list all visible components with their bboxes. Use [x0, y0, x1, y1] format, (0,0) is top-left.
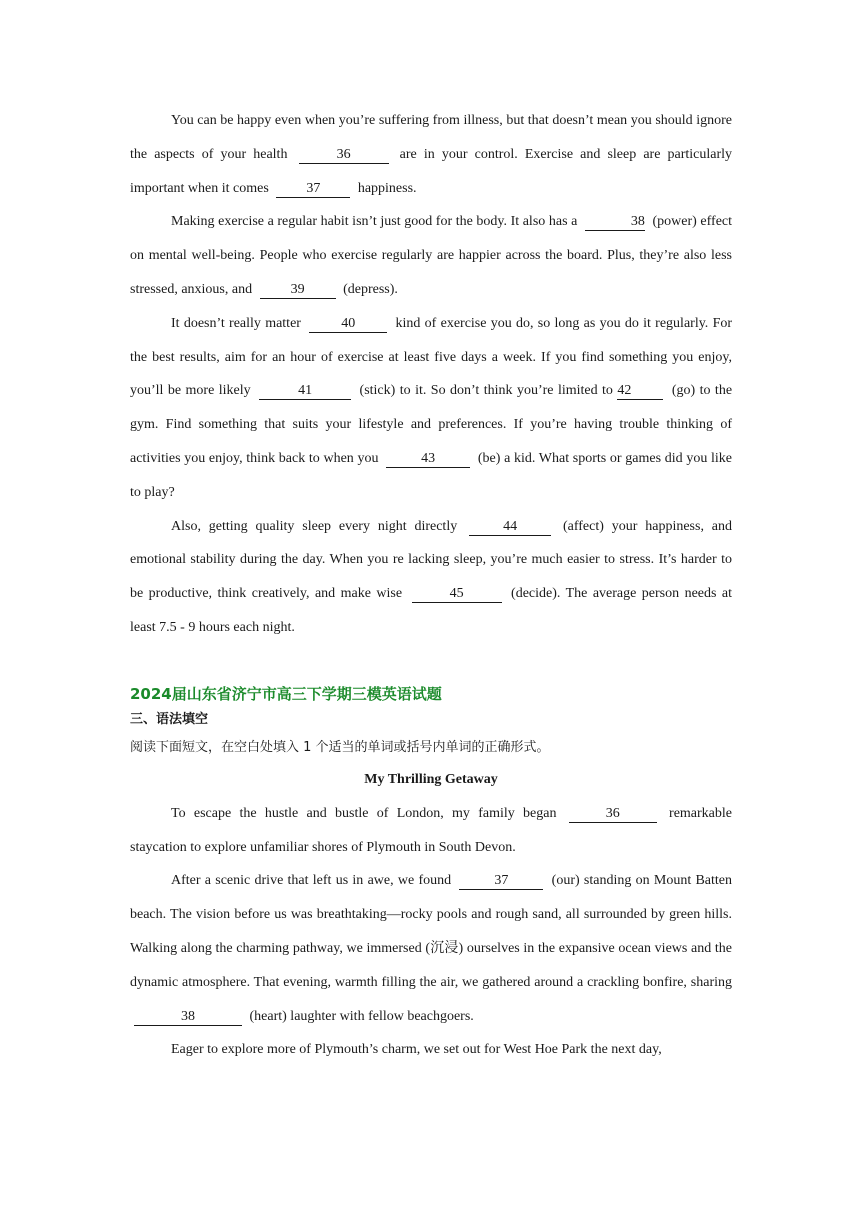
- paragraph-text: It doesn’t really matter: [171, 315, 301, 331]
- paragraph-text: Eager to explore more of Plymouth’s charm, we set out for West Hoe Park the next day,: [171, 1042, 662, 1058]
- paragraph: [130, 510, 732, 645]
- passage-title: My Thrilling Getaway: [364, 771, 498, 787]
- paragraph-text: (depress).: [343, 281, 398, 297]
- paragraph-text: remarkable staycation to explore unfamiliar shores of Plymouth in South Devon.: [130, 805, 732, 855]
- paragraph: [130, 307, 732, 510]
- paragraph-text: You can be happy even when you’re suffering from illness, but that doesn’t mean you should ignore the aspects of your health: [130, 113, 732, 162]
- answer-blank[interactable]: 44: [469, 519, 551, 536]
- task-instruction: 阅读下面短文，在空白处填入 1 个适当的单词或括号内单词的正确形式。: [130, 739, 550, 755]
- paragraph-text: (go) to the gym. Find something that suits your lifestyle and preferences. If you’re having trouble thinking of activities you enjoy, think back to when you: [130, 383, 733, 466]
- paragraph-text: happiness.: [357, 180, 417, 196]
- answer-blank[interactable]: 37: [276, 181, 350, 198]
- answer-blank[interactable]: 38: [585, 214, 645, 231]
- paragraph-text: (affect) your happiness, and emotional stability during the day. When you re lacking sleep, you’re much easier to stress. It’s harder to be productive, think creatively, and make wise: [130, 518, 733, 602]
- answer-blank[interactable]: 40: [309, 316, 387, 333]
- answer-blank[interactable]: 36: [299, 147, 389, 164]
- paragraph-text: (power) effect on mental well-being. People who exercise regularly are happier across the board. Plus, they’re also less stressed, anxious, and: [130, 214, 733, 297]
- answer-blank[interactable]: 39: [260, 282, 336, 299]
- paragraph-text: kind of exercise you do, so long as you do it regularly. For the best results, aim for an hour of exercise at least five days a week. If you find something you enjoy, you’ll be more likely: [130, 315, 733, 399]
- passage-thrilling-getaway: [130, 797, 732, 1067]
- paragraph: [130, 205, 732, 306]
- paragraph-text: Also, getting quality sleep every night directly: [171, 518, 458, 534]
- paragraph-text: are in your control. Exercise and sleep are particularly important when it comes: [130, 146, 733, 196]
- paragraph-text: (decide). The average person needs at least 7.5 - 9 hours each night.: [130, 586, 733, 635]
- paragraph-text: To escape the hustle and bustle of London, my family began: [171, 805, 557, 821]
- answer-blank[interactable]: 37: [459, 873, 543, 890]
- paragraph: [130, 864, 732, 1033]
- paragraph: [130, 797, 732, 865]
- answer-blank[interactable]: 43: [386, 451, 470, 468]
- paragraph-text: (stick) to it. So don’t think you’re limited to: [359, 383, 613, 399]
- paragraph: [130, 104, 732, 205]
- paragraph-text: (our) standing on Mount Batten beach. The vision before us was breathtaking—rocky pools and rough sand, all surrounded by green hills. Walking along the charming pathway, we immersed (沉浸) ourselves in the expansive ocean views and the dynamic atmosphere. That evening, warmth filling the air, we gathered around a crackling bonfire, sharing: [130, 873, 733, 990]
- answer-blank[interactable]: 41: [259, 383, 351, 400]
- paragraph: [130, 1033, 732, 1067]
- paragraph-text: (heart) laughter with fellow beachgoers.: [249, 1008, 474, 1024]
- passage-health-happiness: [130, 104, 732, 645]
- paragraph-text: Making exercise a regular habit isn’t just good for the body. It also has a: [171, 214, 578, 230]
- document-page: [130, 104, 732, 1067]
- answer-blank[interactable]: 36: [569, 806, 657, 823]
- exam-source-title: 2024届山东省济宁市高三下学期三模英语试题: [130, 684, 442, 703]
- section-heading: 三、语法填空: [130, 711, 209, 727]
- answer-blank[interactable]: 45: [412, 586, 502, 603]
- paragraph-text: After a scenic drive that left us in awe, we found: [171, 873, 452, 889]
- answer-blank[interactable]: 38: [134, 1009, 242, 1026]
- answer-blank[interactable]: 42: [617, 383, 663, 400]
- section-gap: [130, 645, 732, 681]
- paragraph-text: (be) a kid. What sports or games did you like to play?: [130, 450, 732, 500]
